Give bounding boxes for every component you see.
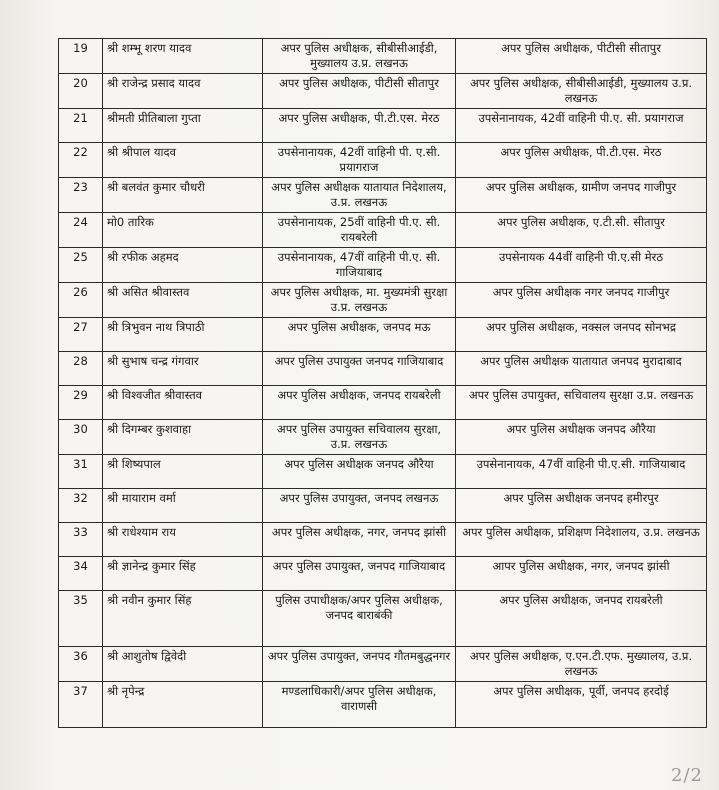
table-row [59,352,707,386]
serial-number: 36 [59,647,103,682]
serial-number: 35 [59,591,103,647]
new-posting: अपर पुलिस अधीक्षक, ए.एन.टी.एफ. मुख्यालय, उ.प्र. लखनऊ [456,647,707,682]
serial-number: 34 [59,557,103,591]
officer-name: श्री नवीन कुमार सिंह [103,591,263,647]
new-posting: अपर पुलिस अधीक्षक, पूर्वी, जनपद हरदोई [456,682,707,728]
table-row [59,74,707,109]
new-posting: अपर पुलिस अधीक्षक, ए.टी.सी. सीतापुर [456,213,707,248]
transfer-list-body [59,39,707,728]
table-row [59,109,707,143]
current-posting: अपर पुलिस उपायुक्त जनपद गाजियाबाद [263,352,456,386]
table-row [59,143,707,178]
officer-name: श्री आशुतोष द्विवेदी [103,647,263,682]
serial-number: 20 [59,74,103,109]
serial-number: 27 [59,318,103,352]
new-posting: अपर पुलिस अधीक्षक, जनपद रायबरेली [456,591,707,647]
table-row [59,386,707,420]
officer-name: श्री श्रीपाल यादव [103,143,263,178]
serial-number: 23 [59,178,103,213]
serial-number: 37 [59,682,103,728]
new-posting: अपर पुलिस अधीक्षक, पीटीसी सीतापुर [456,39,707,74]
serial-number: 26 [59,283,103,318]
table-row [59,213,707,248]
serial-number: 29 [59,386,103,420]
current-posting: अपर पुलिस उपायुक्त, जनपद लखनऊ [263,489,456,523]
current-posting: पुलिस उपाधीक्षक/अपर पुलिस अधीक्षक, जनपद बाराबंकी [263,591,456,647]
officer-name: श्री ज्ञानेन्द्र कुमार सिंह [103,557,263,591]
serial-number: 24 [59,213,103,248]
table-row [59,523,707,557]
new-posting: उपसेनानायक, 47वीं वाहिनी पी.ए.सी. गाजियाबाद [456,455,707,489]
table-row [59,39,707,74]
current-posting: अपर पुलिस अधीक्षक, पीटीसी सीतापुर [263,74,456,109]
new-posting: अपर पुलिस अधीक्षक, प्रशिक्षण निदेशालय, उ.प्र. लखनऊ [456,523,707,557]
new-posting: अपर पुलिस अधीक्षक नगर जनपद गाजीपुर [456,283,707,318]
current-posting: उपसेनानायक, 25वीं वाहिनी पी.ए. सी. रायबरेली [263,213,456,248]
current-posting: अपर पुलिस अधीक्षक जनपद औरैया [263,455,456,489]
new-posting: अपर पुलिस अधीक्षक, नक्सल जनपद सोनभद्र [456,318,707,352]
new-posting: अपर पुलिस उपायुक्त, सचिवालय सुरक्षा उ.प्र. लखनऊ [456,386,707,420]
table-row [59,178,707,213]
new-posting: अपर पुलिस अधीक्षक, ग्रामीण जनपद गाजीपुर [456,178,707,213]
table-row [59,420,707,455]
officer-name: मो0 तारिक [103,213,263,248]
current-posting: उपसेनानायक, 42वीं वाहिनी पी. ए.सी. प्रयागराज [263,143,456,178]
serial-number: 32 [59,489,103,523]
officer-name: श्री राजेन्द्र प्रसाद यादव [103,74,263,109]
serial-number: 28 [59,352,103,386]
table-row [59,682,707,728]
officer-name: श्री राधेश्याम राय [103,523,263,557]
current-posting: मण्डलाधिकारी/अपर पुलिस अधीक्षक, वाराणसी [263,682,456,728]
serial-number: 19 [59,39,103,74]
current-posting: अपर पुलिस अधीक्षक, मा. मुख्यमंत्री सुरक्षा उ.प्र. लखनऊ [263,283,456,318]
table-row [59,283,707,318]
serial-number: 31 [59,455,103,489]
officer-name: श्री दिगम्बर कुशवाहा [103,420,263,455]
serial-number: 21 [59,109,103,143]
serial-number: 22 [59,143,103,178]
officer-name: श्री शम्भू शरण यादव [103,39,263,74]
current-posting: उपसेनानायक, 47वीं वाहिनी पी.ए. सी. गाजियाबाद [263,248,456,283]
page-number: 2/2 [671,765,703,786]
officer-name: श्री नृपेन्द्र [103,682,263,728]
current-posting: अपर पुलिस अधीक्षक, जनपद रायबरेली [263,386,456,420]
current-posting: अपर पुलिस उपायुक्त, जनपद गाजियाबाद [263,557,456,591]
table-row [59,591,707,647]
new-posting: उपसेनानायक, 42वीं वाहिनी पी.ए. सी. प्रयागराज [456,109,707,143]
table-row [59,647,707,682]
new-posting: उपसेनायक 44वीं वाहिनी पी.ए.सी मेरठ [456,248,707,283]
new-posting: अपर पुलिस अधीक्षक, पी.टी.एस. मेरठ [456,143,707,178]
officer-name: श्री असित श्रीवास्तव [103,283,263,318]
officer-name: श्री सुभाष चन्द्र गंगवार [103,352,263,386]
officer-name: श्री मायाराम वर्मा [103,489,263,523]
current-posting: अपर पुलिस उपायुक्त सचिवालय सुरक्षा, उ.प्र. लखनऊ [263,420,456,455]
current-posting: अपर पुलिस अधीक्षक यातायात निदेशालय, उ.प्र. लखनऊ [263,178,456,213]
serial-number: 33 [59,523,103,557]
officer-name: श्री शिष्यपाल [103,455,263,489]
current-posting: अपर पुलिस अधीक्षक, जनपद मऊ [263,318,456,352]
serial-number: 30 [59,420,103,455]
officer-name: श्रीमती प्रीतिबाला गुप्ता [103,109,263,143]
current-posting: अपर पुलिस अधीक्षक, पी.टी.एस. मेरठ [263,109,456,143]
serial-number: 25 [59,248,103,283]
table-row [59,318,707,352]
officer-name: श्री विश्वजीत श्रीवास्तव [103,386,263,420]
table-row [59,248,707,283]
new-posting: अपर पुलिस अधीक्षक यातायात जनपद मुरादाबाद [456,352,707,386]
new-posting: आपर पुलिस अधीक्षक, नगर, जनपद झांसी [456,557,707,591]
officer-name: श्री बलवंत कुमार चौधरी [103,178,263,213]
new-posting: अपर पुलिस अधीक्षक, सीबीसीआईडी, मुख्यालय उ.प्र. लखनऊ [456,74,707,109]
new-posting: अपर पुलिस अधीक्षक जनपद हमीरपुर [456,489,707,523]
table-row [59,455,707,489]
current-posting: अपर पुलिस अधीक्षक, सीबीसीआईडी, मुख्यालय उ.प्र. लखनऊ [263,39,456,74]
table-row [59,557,707,591]
current-posting: अपर पुलिस उपायुक्त, जनपद गौतमबुद्धनगर [263,647,456,682]
officer-name: श्री रफीक अहमद [103,248,263,283]
transfer-list-table [58,38,707,728]
officer-name: श्री त्रिभुवन नाथ त्रिपाठी [103,318,263,352]
new-posting: अपर पुलिस अधीक्षक जनपद औरैया [456,420,707,455]
current-posting: अपर पुलिस अधीक्षक, नगर, जनपद झांसी [263,523,456,557]
table-row [59,489,707,523]
